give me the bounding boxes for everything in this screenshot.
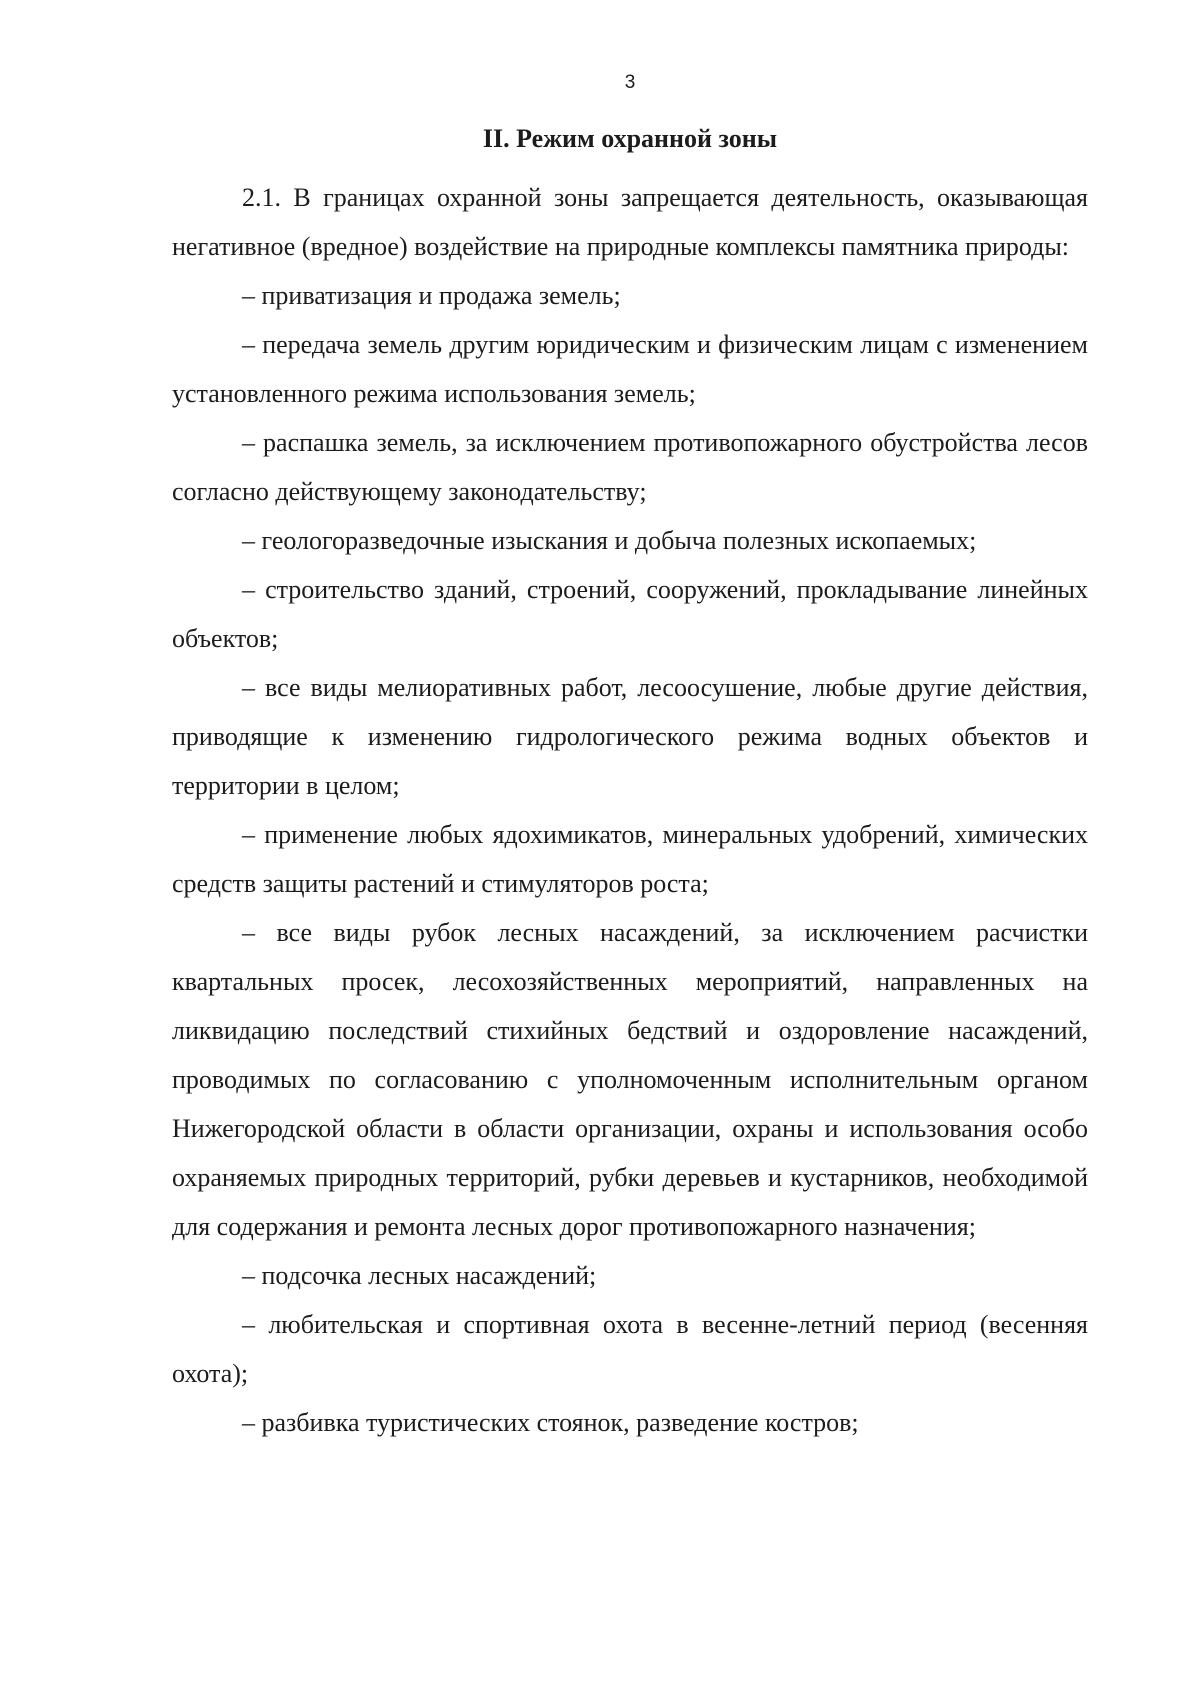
list-item: – все виды рубок лесных насаждений, за исключением расчистки квартальных просек, лесохозяйственных мероприятий, направленных на ликвидацию последствий стихийных бедствий и оздоровление насаждений, проводимых по согласованию с уполномоченным исполнительным органом Нижегородской области в области организации, охраны и использования особо охраняемых природных территорий, рубки деревьев и кустарников, необходимой для содержания и ремонта лесных дорог противопожарного назначения; — [172, 918, 1088, 1241]
list-item: – применение любых ядохимикатов, минеральных удобрений, химических средств защиты растений и стимуляторов роста; — [172, 820, 1088, 898]
section-title: II. Режим охранной зоны — [482, 124, 778, 153]
document-body — [172, 173, 1088, 1447]
list-item: – геологоразведочные изыскания и добыча полезных ископаемых; — [242, 526, 977, 555]
list-item: – любительская и спортивная охота в весенне-летний период (весенняя охота); — [172, 1310, 1088, 1388]
list-item: – передача земель другим юридическим и физическим лицам с изменением установленного режима использования земель; — [172, 330, 1088, 408]
paragraph-intro: 2.1. В границах охранной зоны запрещается деятельность, оказывающая негативное (вредное) воздействие на природные комплексы памятника природы: — [172, 183, 1088, 261]
list-item: – приватизация и продажа земель; — [242, 281, 621, 310]
list-item: – строительство зданий, строений, сооружений, прокладывание линейных объектов; — [172, 575, 1088, 653]
list-item: – подсочка лесных насаждений; — [242, 1261, 597, 1290]
list-item: – разбивка туристических стоянок, разведение костров; — [242, 1408, 859, 1437]
list-item: – все виды мелиоративных работ, лесоосушение, любые другие действия, приводящие к изменению гидрологического режима водных объектов и территории в целом; — [172, 673, 1088, 800]
page-number: 3 — [624, 72, 636, 93]
list-item: – распашка земель, за исключением противопожарного обустройства лесов согласно действующему законодательству; — [172, 428, 1088, 506]
